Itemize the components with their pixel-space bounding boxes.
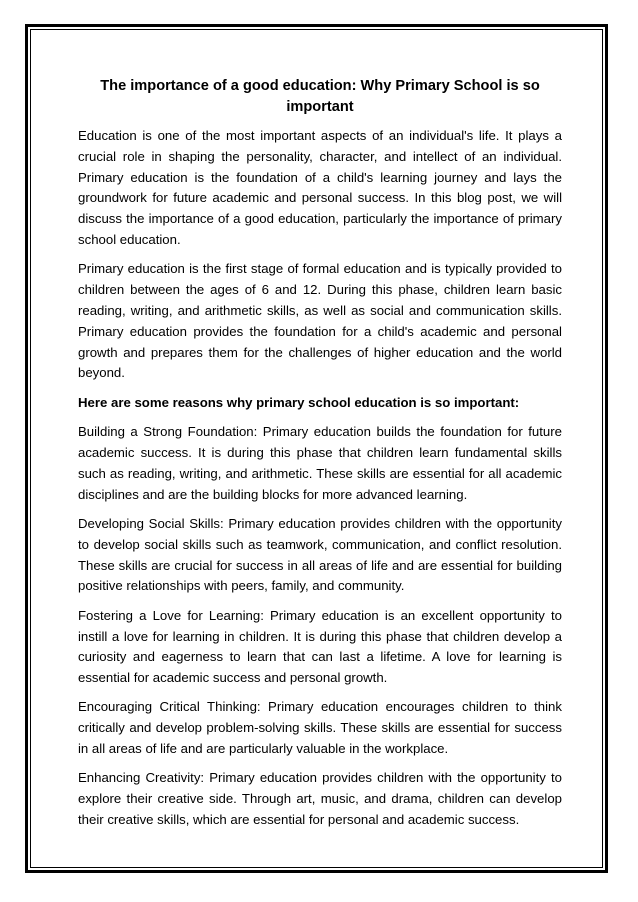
reason-love-for-learning: Fostering a Love for Learning: Primary education is an excellent opportunity to instill a love for learning in children. It is during this phase that children develop a curiosity and eagerness to learn that can last a lifetime. A love for learning is essential for academic success and personal growth. — [78, 607, 562, 686]
intro-paragraph: Education is one of the most important aspects of an individual's life. It plays a crucial role in shaping the personality, character, and intellect of an individual. Primary education is the foundation of a child's learning journey and lays the groundwork for future academic and personal success. In this blog post, we will discuss the importance of a good education, particularly the importance of primary school education. — [78, 128, 562, 247]
page-title: The importance of a good education: Why Primary School is so important — [100, 78, 540, 115]
reason-building-foundation: Building a Strong Foundation: Primary education builds the foundation for future academic success. It is during this phase that children learn fundamental skills such as reading, writing, and arithmetic. These skills are essential for all academic disciplines and are the building blocks for more advanced learning. — [78, 424, 562, 502]
reason-creativity: Enhancing Creativity: Primary education provides children with the opportunity to explore their creative side. Through art, music, and drama, children can develop their creative skills, which are essential for personal and academic success. — [78, 770, 562, 828]
primary-education-paragraph: Primary education is the first stage of formal education and is typically provided to children between the ages of 6 and 12. During this phase, children learn basic reading, writing, and arithmetic skills, as well as social and communication skills. Primary education provides the foundation for a child's academic and personal growth and prepares them for the challenges of higher education and the world beyond. — [78, 261, 562, 381]
reasons-heading: Here are some reasons why primary school education is so important: — [78, 394, 520, 410]
reason-critical-thinking: Encouraging Critical Thinking: Primary education encourages children to think critically and develop problem-solving skills. These skills are essential for success in all areas of life and are particularly valuable in the workplace. — [78, 699, 562, 757]
document-body — [78, 76, 562, 839]
reason-social-skills: Developing Social Skills: Primary education provides children with the opportunity to develop social skills such as teamwork, communication, and conflict resolution. These skills are crucial for success in all areas of life and are essential for building positive relationships with peers, family, and community. — [78, 515, 562, 594]
